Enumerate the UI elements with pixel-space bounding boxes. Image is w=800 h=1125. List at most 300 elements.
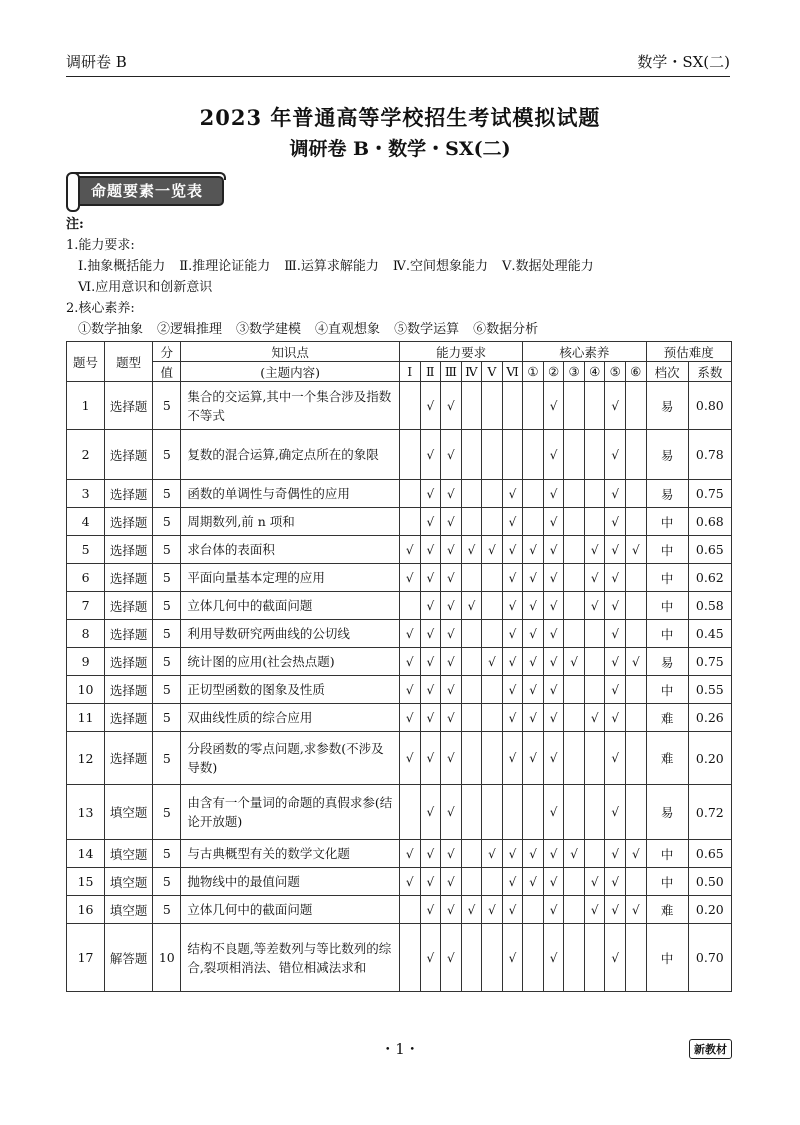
th-ability: 能力要求 — [399, 342, 522, 362]
table-row — [67, 382, 732, 430]
cell-ability-check: √ — [441, 620, 462, 648]
core-item: ⑤数学运算 — [394, 322, 460, 337]
cell-ability-check: √ — [420, 785, 441, 840]
cell-ability-check — [461, 840, 482, 868]
cell-core-check: √ — [626, 896, 647, 924]
cell-score: 5 — [153, 704, 181, 732]
cell-ability-check: √ — [420, 732, 441, 785]
cell-ability-check: √ — [420, 564, 441, 592]
cell-ability-check — [502, 785, 523, 840]
cell-core-check: √ — [605, 840, 626, 868]
cell-core-check — [626, 592, 647, 620]
cell-ability-check: √ — [482, 896, 503, 924]
cell-core-check — [564, 924, 585, 992]
cell-core-check: √ — [523, 564, 544, 592]
core-title: 2.核心素养: — [66, 301, 135, 316]
cell-ability-check: √ — [420, 868, 441, 896]
cell-ability-check: √ — [441, 592, 462, 620]
cell-core-check: √ — [523, 592, 544, 620]
cell-num: 1 — [67, 382, 105, 430]
cell-score: 5 — [153, 868, 181, 896]
ability-list-2 — [66, 277, 746, 298]
core-item: ①数学抽象 — [78, 322, 144, 337]
cell-core-check: √ — [605, 704, 626, 732]
cell-num: 13 — [67, 785, 105, 840]
cell-coef: 0.55 — [688, 676, 731, 704]
cell-ability-check: √ — [461, 536, 482, 564]
th-level: 档次 — [646, 362, 688, 382]
cell-score: 5 — [153, 676, 181, 704]
cell-ability-check — [461, 620, 482, 648]
cell-core-check — [626, 480, 647, 508]
th-ability-col: Ⅲ — [441, 362, 462, 382]
cell-core-check: √ — [605, 732, 626, 785]
cell-core-check: √ — [605, 648, 626, 676]
cell-core-check — [564, 480, 585, 508]
cell-core-check — [626, 430, 647, 480]
cell-ability-check: √ — [502, 564, 523, 592]
cell-core-check — [523, 924, 544, 992]
cell-ability-check: √ — [441, 785, 462, 840]
cell-ability-check: √ — [441, 430, 462, 480]
cell-core-check: √ — [584, 868, 605, 896]
cell-knowledge: 结构不良题,等差数列与等比数列的综合,裂项相消法、错位相减法求和 — [181, 924, 400, 992]
table-row — [67, 592, 732, 620]
cell-ability-check — [461, 564, 482, 592]
cell-level: 易 — [646, 648, 688, 676]
table-row — [67, 480, 732, 508]
cell-knowledge: 正切型函数的图象及性质 — [181, 676, 400, 704]
cell-core-check: √ — [543, 924, 564, 992]
cell-ability-check — [482, 732, 503, 785]
cell-type: 解答题 — [105, 924, 153, 992]
cell-ability-check — [461, 704, 482, 732]
cell-core-check — [523, 382, 544, 430]
cell-core-check — [584, 924, 605, 992]
cell-num: 9 — [67, 648, 105, 676]
th-knowledge-2: (主题内容) — [181, 362, 400, 382]
cell-core-check: √ — [605, 564, 626, 592]
table-row — [67, 508, 732, 536]
page-subtitle: 调研卷 B・数学・SX(二) — [289, 138, 511, 160]
cell-coef: 0.50 — [688, 868, 731, 896]
cell-ability-check: √ — [420, 430, 441, 480]
cell-level: 中 — [646, 508, 688, 536]
core-item: ②逻辑推理 — [157, 322, 223, 337]
ability-item: Ⅵ.应用意识和创新意识 — [78, 280, 213, 295]
cell-num: 5 — [67, 536, 105, 564]
page-header — [66, 48, 730, 74]
cell-ability-check: √ — [441, 896, 462, 924]
cell-coef: 0.65 — [688, 840, 731, 868]
cell-core-check: √ — [523, 704, 544, 732]
table-row — [67, 620, 732, 648]
core-list — [66, 319, 746, 340]
cell-level: 中 — [646, 676, 688, 704]
cell-ability-check: √ — [399, 704, 420, 732]
cell-core-check — [564, 536, 585, 564]
cell-knowledge: 立体几何中的截面问题 — [181, 592, 400, 620]
cell-score: 10 — [153, 924, 181, 992]
cell-ability-check: √ — [399, 536, 420, 564]
cell-ability-check — [482, 382, 503, 430]
th-ability-col: Ⅰ — [399, 362, 420, 382]
cell-level: 易 — [646, 480, 688, 508]
cell-score: 5 — [153, 896, 181, 924]
cell-core-check: √ — [584, 704, 605, 732]
cell-core-check: √ — [543, 648, 564, 676]
cell-core-check: √ — [543, 840, 564, 868]
cell-ability-check: √ — [441, 868, 462, 896]
cell-knowledge: 立体几何中的截面问题 — [181, 896, 400, 924]
cell-coef: 0.78 — [688, 430, 731, 480]
cell-level: 难 — [646, 896, 688, 924]
cell-coef: 0.70 — [688, 924, 731, 992]
ability-item: Ⅳ.空间想象能力 — [392, 259, 489, 274]
cell-core-check: √ — [523, 676, 544, 704]
cell-num: 8 — [67, 620, 105, 648]
cell-ability-check: √ — [502, 592, 523, 620]
cell-core-check: √ — [543, 785, 564, 840]
cell-ability-check: √ — [502, 536, 523, 564]
cell-knowledge: 求台体的表面积 — [181, 536, 400, 564]
cell-ability-check: √ — [399, 868, 420, 896]
cell-ability-check — [482, 564, 503, 592]
cell-coef: 0.20 — [688, 896, 731, 924]
cell-core-check — [564, 430, 585, 480]
table-row — [67, 648, 732, 676]
cell-core-check: √ — [584, 592, 605, 620]
cell-ability-check: √ — [502, 896, 523, 924]
cell-core-check — [626, 704, 647, 732]
cell-ability-check: √ — [502, 676, 523, 704]
cell-ability-check — [482, 676, 503, 704]
cell-core-check: √ — [564, 840, 585, 868]
cell-level: 易 — [646, 382, 688, 430]
core-item: ④直观想象 — [315, 322, 381, 337]
cell-score: 5 — [153, 785, 181, 840]
cell-ability-check: √ — [420, 508, 441, 536]
ability-item: Ⅰ.抽象概括能力 — [78, 259, 166, 274]
cell-ability-check: √ — [441, 704, 462, 732]
cell-ability-check — [399, 592, 420, 620]
cell-type: 选择题 — [105, 704, 153, 732]
cell-num: 10 — [67, 676, 105, 704]
cell-num: 3 — [67, 480, 105, 508]
cell-ability-check: √ — [420, 896, 441, 924]
cell-ability-check: √ — [420, 676, 441, 704]
th-core: 核心素养 — [523, 342, 646, 362]
cell-ability-check: √ — [502, 868, 523, 896]
cell-core-check: √ — [523, 840, 544, 868]
cell-type: 选择题 — [105, 430, 153, 480]
cell-ability-check — [461, 648, 482, 676]
badge-label: 命题要素一览表 — [70, 176, 224, 206]
cell-ability-check: √ — [502, 620, 523, 648]
notes-section — [66, 214, 746, 340]
cell-type: 填空题 — [105, 785, 153, 840]
cell-num: 4 — [67, 508, 105, 536]
cell-type: 填空题 — [105, 868, 153, 896]
cell-ability-check — [461, 382, 482, 430]
th-coef: 系数 — [688, 362, 731, 382]
cell-core-check: √ — [605, 924, 626, 992]
cell-core-check: √ — [543, 704, 564, 732]
cell-ability-check — [399, 480, 420, 508]
cell-core-check: √ — [564, 648, 585, 676]
cell-ability-check: √ — [441, 480, 462, 508]
cell-type: 选择题 — [105, 648, 153, 676]
cell-ability-check: √ — [441, 924, 462, 992]
cell-core-check — [584, 840, 605, 868]
cell-core-check: √ — [543, 382, 564, 430]
cell-core-check: √ — [523, 648, 544, 676]
cell-core-check — [523, 508, 544, 536]
cell-type: 选择题 — [105, 508, 153, 536]
cell-core-check — [564, 704, 585, 732]
cell-core-check: √ — [605, 480, 626, 508]
cell-ability-check: √ — [399, 564, 420, 592]
cell-knowledge: 抛物线中的最值问题 — [181, 868, 400, 896]
cell-core-check: √ — [543, 536, 564, 564]
cell-core-check — [523, 785, 544, 840]
cell-knowledge: 统计图的应用(社会热点题) — [181, 648, 400, 676]
table-row — [67, 564, 732, 592]
cell-core-check — [584, 732, 605, 785]
cell-knowledge: 双曲线性质的综合应用 — [181, 704, 400, 732]
cell-core-check: √ — [605, 896, 626, 924]
cell-core-check — [523, 896, 544, 924]
cell-level: 易 — [646, 430, 688, 480]
cell-core-check: √ — [626, 648, 647, 676]
table-row — [67, 924, 732, 992]
cell-ability-check — [461, 785, 482, 840]
cell-knowledge: 平面向量基本定理的应用 — [181, 564, 400, 592]
cell-level: 中 — [646, 620, 688, 648]
cell-type: 选择题 — [105, 480, 153, 508]
notes-label: 注: — [66, 217, 84, 232]
cell-core-check — [626, 508, 647, 536]
table-row — [67, 732, 732, 785]
cell-score: 5 — [153, 382, 181, 430]
cell-core-check — [584, 648, 605, 676]
cell-core-check — [584, 785, 605, 840]
cell-core-check — [564, 785, 585, 840]
cell-num: 15 — [67, 868, 105, 896]
cell-type: 选择题 — [105, 382, 153, 430]
table-row — [67, 785, 732, 840]
th-ability-col: Ⅳ — [461, 362, 482, 382]
ability-item: Ⅲ.运算求解能力 — [284, 259, 379, 274]
cell-core-check: √ — [543, 896, 564, 924]
cell-ability-check: √ — [399, 620, 420, 648]
th-score-2: 值 — [153, 362, 181, 382]
th-core-col: ④ — [584, 362, 605, 382]
cell-core-check — [626, 732, 647, 785]
cell-type: 填空题 — [105, 840, 153, 868]
cell-core-check: √ — [543, 732, 564, 785]
cell-ability-check: √ — [441, 536, 462, 564]
cell-ability-check: √ — [441, 676, 462, 704]
cell-score: 5 — [153, 732, 181, 785]
cell-type: 选择题 — [105, 620, 153, 648]
cell-ability-check: √ — [441, 840, 462, 868]
cell-core-check — [626, 382, 647, 430]
cell-ability-check: √ — [502, 732, 523, 785]
cell-coef: 0.58 — [688, 592, 731, 620]
cell-num: 16 — [67, 896, 105, 924]
cell-type: 填空题 — [105, 896, 153, 924]
cell-ability-check: √ — [441, 564, 462, 592]
cell-core-check — [584, 508, 605, 536]
cell-num: 11 — [67, 704, 105, 732]
ability-item: Ⅱ.推理论证能力 — [179, 259, 271, 274]
cell-core-check: √ — [543, 592, 564, 620]
cell-ability-check: √ — [420, 592, 441, 620]
cell-score: 5 — [153, 430, 181, 480]
cell-core-check: √ — [584, 536, 605, 564]
cell-core-check: √ — [605, 620, 626, 648]
ability-list — [66, 256, 746, 277]
cell-core-check: √ — [543, 564, 564, 592]
cell-num: 2 — [67, 430, 105, 480]
cell-knowledge: 与古典概型有关的数学文化题 — [181, 840, 400, 868]
cell-ability-check: √ — [502, 924, 523, 992]
cell-ability-check — [482, 620, 503, 648]
cell-ability-check — [482, 785, 503, 840]
cell-core-check: √ — [626, 536, 647, 564]
edition-tag: 新教材 — [689, 1039, 732, 1059]
cell-coef: 0.72 — [688, 785, 731, 840]
th-knowledge-1: 知识点 — [181, 342, 400, 362]
cell-num: 7 — [67, 592, 105, 620]
cell-core-check: √ — [543, 480, 564, 508]
cell-ability-check: √ — [420, 620, 441, 648]
cell-coef: 0.75 — [688, 648, 731, 676]
cell-type: 选择题 — [105, 732, 153, 785]
cell-score: 5 — [153, 508, 181, 536]
cell-core-check: √ — [543, 430, 564, 480]
cell-ability-check: √ — [399, 732, 420, 785]
cell-core-check — [626, 868, 647, 896]
page-title: 2023 年普通高等学校招生考试模拟试题 — [199, 105, 601, 130]
cell-ability-check — [482, 508, 503, 536]
cell-core-check — [626, 924, 647, 992]
cell-score: 5 — [153, 564, 181, 592]
section-badge — [66, 166, 228, 208]
cell-ability-check — [399, 382, 420, 430]
cell-core-check — [584, 676, 605, 704]
cell-ability-check — [482, 868, 503, 896]
cell-level: 难 — [646, 732, 688, 785]
cell-core-check — [626, 676, 647, 704]
table-row — [67, 676, 732, 704]
cell-core-check: √ — [605, 430, 626, 480]
cell-level: 中 — [646, 536, 688, 564]
cell-core-check — [564, 896, 585, 924]
cell-ability-check — [461, 868, 482, 896]
cell-core-check — [564, 382, 585, 430]
cell-ability-check: √ — [420, 382, 441, 430]
cell-level: 中 — [646, 592, 688, 620]
cell-core-check — [564, 676, 585, 704]
th-score-1: 分 — [153, 342, 181, 362]
th-core-col: ⑥ — [626, 362, 647, 382]
cell-coef: 0.45 — [688, 620, 731, 648]
cell-core-check — [523, 430, 544, 480]
cell-score: 5 — [153, 648, 181, 676]
cell-core-check: √ — [605, 868, 626, 896]
cell-level: 易 — [646, 785, 688, 840]
cell-ability-check: √ — [420, 704, 441, 732]
cell-level: 难 — [646, 704, 688, 732]
cell-level: 中 — [646, 564, 688, 592]
cell-ability-check — [461, 732, 482, 785]
table-row — [67, 536, 732, 564]
cell-score: 5 — [153, 840, 181, 868]
ability-item: Ⅴ.数据处理能力 — [502, 259, 594, 274]
cell-core-check: √ — [523, 620, 544, 648]
cell-core-check: √ — [605, 536, 626, 564]
cell-coef: 0.62 — [688, 564, 731, 592]
cell-coef: 0.75 — [688, 480, 731, 508]
cell-ability-check — [399, 896, 420, 924]
th-core-col: ① — [523, 362, 544, 382]
cell-knowledge: 周期数列,前 n 项和 — [181, 508, 400, 536]
cell-knowledge: 由含有一个量词的命题的真假求参(结论开放题) — [181, 785, 400, 840]
cell-ability-check: √ — [461, 592, 482, 620]
cell-ability-check: √ — [441, 732, 462, 785]
cell-core-check — [584, 382, 605, 430]
cell-ability-check — [399, 430, 420, 480]
cell-ability-check — [461, 924, 482, 992]
cell-score: 5 — [153, 620, 181, 648]
cell-core-check: √ — [584, 896, 605, 924]
cell-core-check — [626, 620, 647, 648]
cell-core-check — [564, 732, 585, 785]
cell-core-check: √ — [605, 508, 626, 536]
cell-ability-check — [482, 430, 503, 480]
cell-level: 中 — [646, 924, 688, 992]
cell-ability-check: √ — [420, 648, 441, 676]
cell-ability-check: √ — [502, 508, 523, 536]
cell-level: 中 — [646, 868, 688, 896]
th-ability-col: Ⅴ — [482, 362, 503, 382]
cell-ability-check: √ — [502, 840, 523, 868]
cell-core-check: √ — [626, 840, 647, 868]
cell-type: 选择题 — [105, 592, 153, 620]
cell-ability-check — [482, 480, 503, 508]
cell-ability-check: √ — [399, 648, 420, 676]
cell-ability-check: √ — [441, 648, 462, 676]
exam-elements-table — [66, 341, 732, 992]
cell-coef: 0.20 — [688, 732, 731, 785]
cell-core-check: √ — [523, 868, 544, 896]
cell-ability-check — [502, 430, 523, 480]
cell-num: 6 — [67, 564, 105, 592]
page-number: ・1・ — [380, 1040, 420, 1058]
th-difficulty: 预估难度 — [646, 342, 731, 362]
cell-core-check — [564, 620, 585, 648]
cell-type: 选择题 — [105, 564, 153, 592]
cell-ability-check: √ — [420, 924, 441, 992]
ability-title: 1.能力要求: — [66, 238, 135, 253]
cell-core-check — [564, 508, 585, 536]
table-row — [67, 896, 732, 924]
cell-core-check: √ — [543, 620, 564, 648]
cell-core-check — [564, 592, 585, 620]
cell-core-check: √ — [605, 676, 626, 704]
